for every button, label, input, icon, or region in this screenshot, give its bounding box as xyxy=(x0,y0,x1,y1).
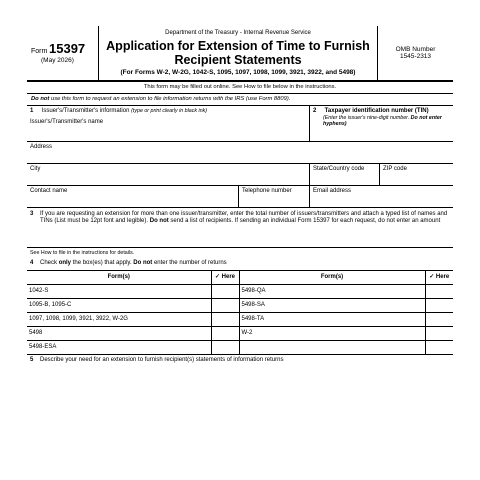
line4-only: only xyxy=(58,260,72,266)
state-label: State/Country code xyxy=(313,166,365,172)
line4-do-not: Do not xyxy=(133,260,153,266)
title-block xyxy=(99,26,377,80)
form-title-line2: Recipient Statements xyxy=(174,53,302,68)
col-here-left: ✓ Here xyxy=(211,271,239,285)
city-field[interactable] xyxy=(27,164,310,185)
department-name: Department of the Treasury - Internal Revenue Service xyxy=(165,30,311,36)
form-15397 xyxy=(27,26,453,367)
tin-field[interactable] xyxy=(310,106,453,141)
form-subtitle: (For Forms W-2, W-2G, 1042-S, 1095, 1097, 1098, 1099, 3921, 3922, and 5498) xyxy=(120,68,356,76)
line1-label: Issuer's/Transmitter's information xyxy=(41,108,130,114)
form-word: Form xyxy=(31,47,48,55)
col-here-right: ✓ Here xyxy=(425,271,453,285)
line4-row xyxy=(27,259,453,270)
line3-text-a: If you are requesting an extension for more than one issuer/transmitter, enter the total number of issuers/transmitters and attach a typed list of names and TINs (List must be 12pt font and legible). xyxy=(40,211,448,224)
form-header xyxy=(27,26,453,82)
checkbox-cell[interactable] xyxy=(211,327,239,341)
table-row xyxy=(27,299,453,313)
address-label: Address xyxy=(30,144,53,150)
line4-text-e: enter the number of returns xyxy=(152,260,227,266)
zip-field[interactable] xyxy=(380,164,453,185)
line2-hint: (Enter the issuer's nine-digit number. xyxy=(323,114,411,121)
form-number: 15397 xyxy=(49,40,86,56)
issuer-tin-row xyxy=(27,106,453,142)
state-field[interactable] xyxy=(310,164,380,185)
col-forms-right: Form(s) xyxy=(239,271,425,285)
city-row xyxy=(27,164,453,186)
phone-label: Telephone number xyxy=(242,188,292,194)
warning-line xyxy=(27,94,453,106)
line5-row xyxy=(27,355,453,367)
line3-number: 3 xyxy=(30,211,34,217)
form-cell: 5498-SA xyxy=(239,299,425,313)
line4-text-a: Check xyxy=(40,260,59,266)
line2-number: 2 xyxy=(313,108,317,114)
online-note xyxy=(27,82,453,94)
see-how-text: See How to file in the instructions for details. xyxy=(30,250,135,256)
line1-hint: (type or print clearly in black ink) xyxy=(131,108,208,114)
checkbox-cell[interactable] xyxy=(211,285,239,299)
form-cell: 5498-QA xyxy=(239,285,425,299)
checkbox-cell[interactable] xyxy=(211,313,239,327)
checkbox-cell[interactable] xyxy=(425,327,453,341)
col-forms-left: Form(s) xyxy=(27,271,211,285)
contact-label: Contact name xyxy=(30,188,68,194)
issuer-name-label: Issuer's/Transmitter's name xyxy=(30,118,104,125)
omb-label: OMB Number xyxy=(395,45,436,53)
line3-do-not: Do not xyxy=(149,217,169,224)
checkbox-cell[interactable] xyxy=(425,285,453,299)
table-row xyxy=(27,285,453,299)
table-row xyxy=(27,341,453,355)
table-header-row xyxy=(27,271,453,285)
revision-date: (May 2026) xyxy=(41,56,74,64)
city-label: City xyxy=(30,166,41,172)
email-field[interactable] xyxy=(310,186,453,207)
form-title-line1: Application for Extension of Time to Furnish xyxy=(106,38,370,53)
warning-prefix: Do not xyxy=(31,96,50,102)
checkbox-cell[interactable] xyxy=(211,341,239,355)
line4-text-c: the box(es) that apply. xyxy=(71,260,134,266)
form-cell: W-2 xyxy=(239,327,425,341)
phone-field[interactable] xyxy=(239,186,310,207)
zip-label: ZIP code xyxy=(383,166,407,172)
form-cell: 5498 xyxy=(27,327,211,341)
contact-name-field[interactable] xyxy=(27,186,239,207)
line2-hint-do: Do not enter hyphens) xyxy=(323,114,442,127)
omb-number: 1545-2313 xyxy=(399,53,432,60)
form-cell: 5498-ESA xyxy=(27,341,211,355)
checkbox-cell[interactable] xyxy=(425,313,453,327)
line3-field[interactable] xyxy=(27,208,453,247)
line1-number: 1 xyxy=(30,108,34,114)
form-cell xyxy=(239,341,425,355)
table-row xyxy=(27,327,453,341)
forms-checkbox-table xyxy=(27,270,453,355)
warning-text: use this form to request an extension to file information returns with the IRS (use Form 8809). xyxy=(49,96,291,102)
form-cell: 1097, 1098, 1099, 3921, 3922, W-2G xyxy=(27,313,211,327)
address-field[interactable] xyxy=(27,142,453,163)
address-row xyxy=(27,142,453,164)
form-id-block xyxy=(27,26,99,80)
checkbox-cell[interactable] xyxy=(425,299,453,313)
line3-text-c: send a list of recipients. If sending an individual Form 15397 for each request, do not enter an amount xyxy=(168,217,441,224)
form-cell: 5498-TA xyxy=(239,313,425,327)
line3-row xyxy=(27,208,453,248)
line4-instruction xyxy=(27,259,230,270)
line4-number: 4 xyxy=(30,260,34,266)
checkbox-cell[interactable] xyxy=(425,341,453,355)
line5-instruction xyxy=(27,355,286,367)
line2-label: Taxpayer identification number (TIN) xyxy=(324,108,429,114)
line5-text: Describe your need for an extension to furnish recipient(s) statements of information returns xyxy=(40,357,284,363)
email-label: Email address xyxy=(313,188,352,194)
form-cell: 1042-S xyxy=(27,285,211,299)
omb-block xyxy=(377,26,453,80)
issuer-info-field[interactable] xyxy=(27,106,310,141)
table-row xyxy=(27,313,453,327)
online-note-text: This form may be filled out online. See How to file below in the instructions. xyxy=(143,84,337,90)
contact-row xyxy=(27,186,453,208)
see-how-row xyxy=(27,248,453,259)
checkbox-cell[interactable] xyxy=(211,299,239,313)
line5-number: 5 xyxy=(30,357,34,363)
form-cell: 1095-B, 1095-C xyxy=(27,299,211,313)
